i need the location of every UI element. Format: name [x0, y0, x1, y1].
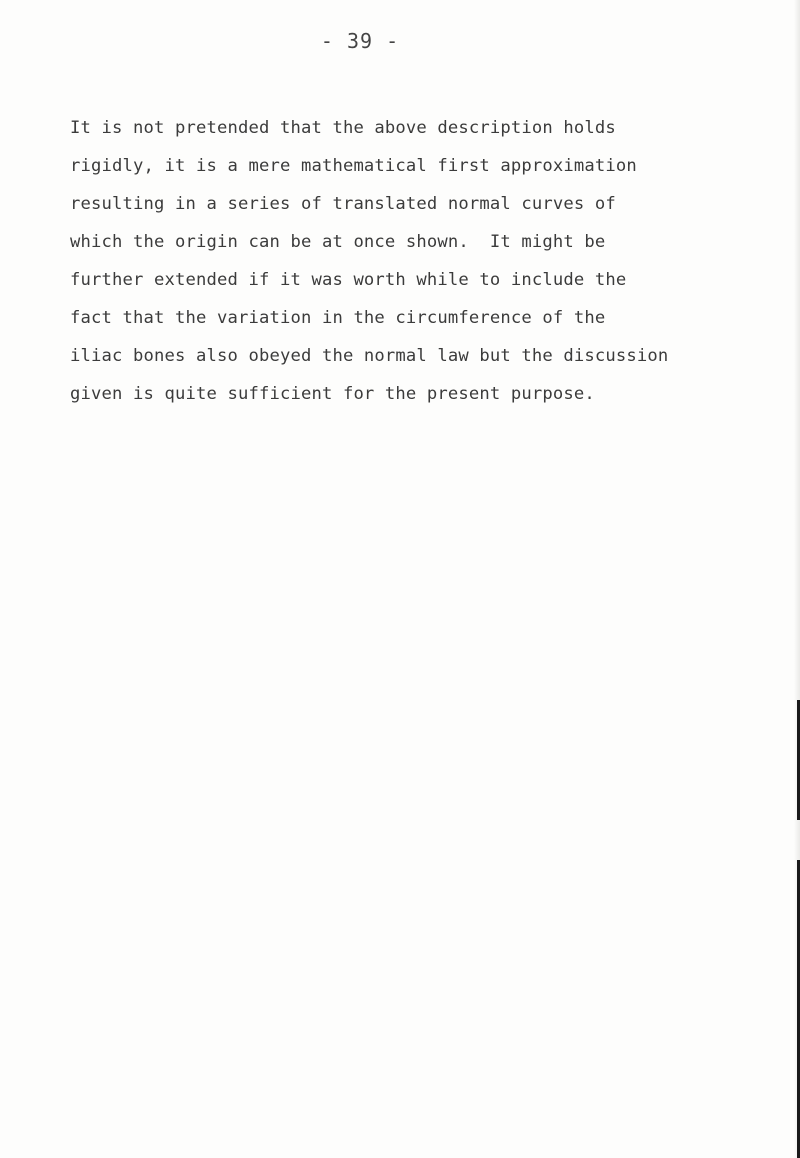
text-line: further extended if it was worth while to include the — [70, 270, 627, 290]
text-line: iliac bones also obeyed the normal law but the discussion — [70, 346, 669, 366]
body-paragraph — [70, 109, 770, 413]
text-line: rigidly, it is a mere mathematical first approximation — [70, 156, 637, 176]
text-line: which the origin can be at once shown. It might be — [70, 232, 606, 252]
text-line: given is quite sufficient for the present purpose. — [70, 384, 595, 404]
text-line: fact that the variation in the circumference of the — [70, 308, 606, 328]
page-number: - 39 - — [320, 29, 400, 53]
text-line: It is not pretended that the above description holds — [70, 118, 616, 138]
text-line: resulting in a series of translated normal curves of — [70, 194, 616, 214]
